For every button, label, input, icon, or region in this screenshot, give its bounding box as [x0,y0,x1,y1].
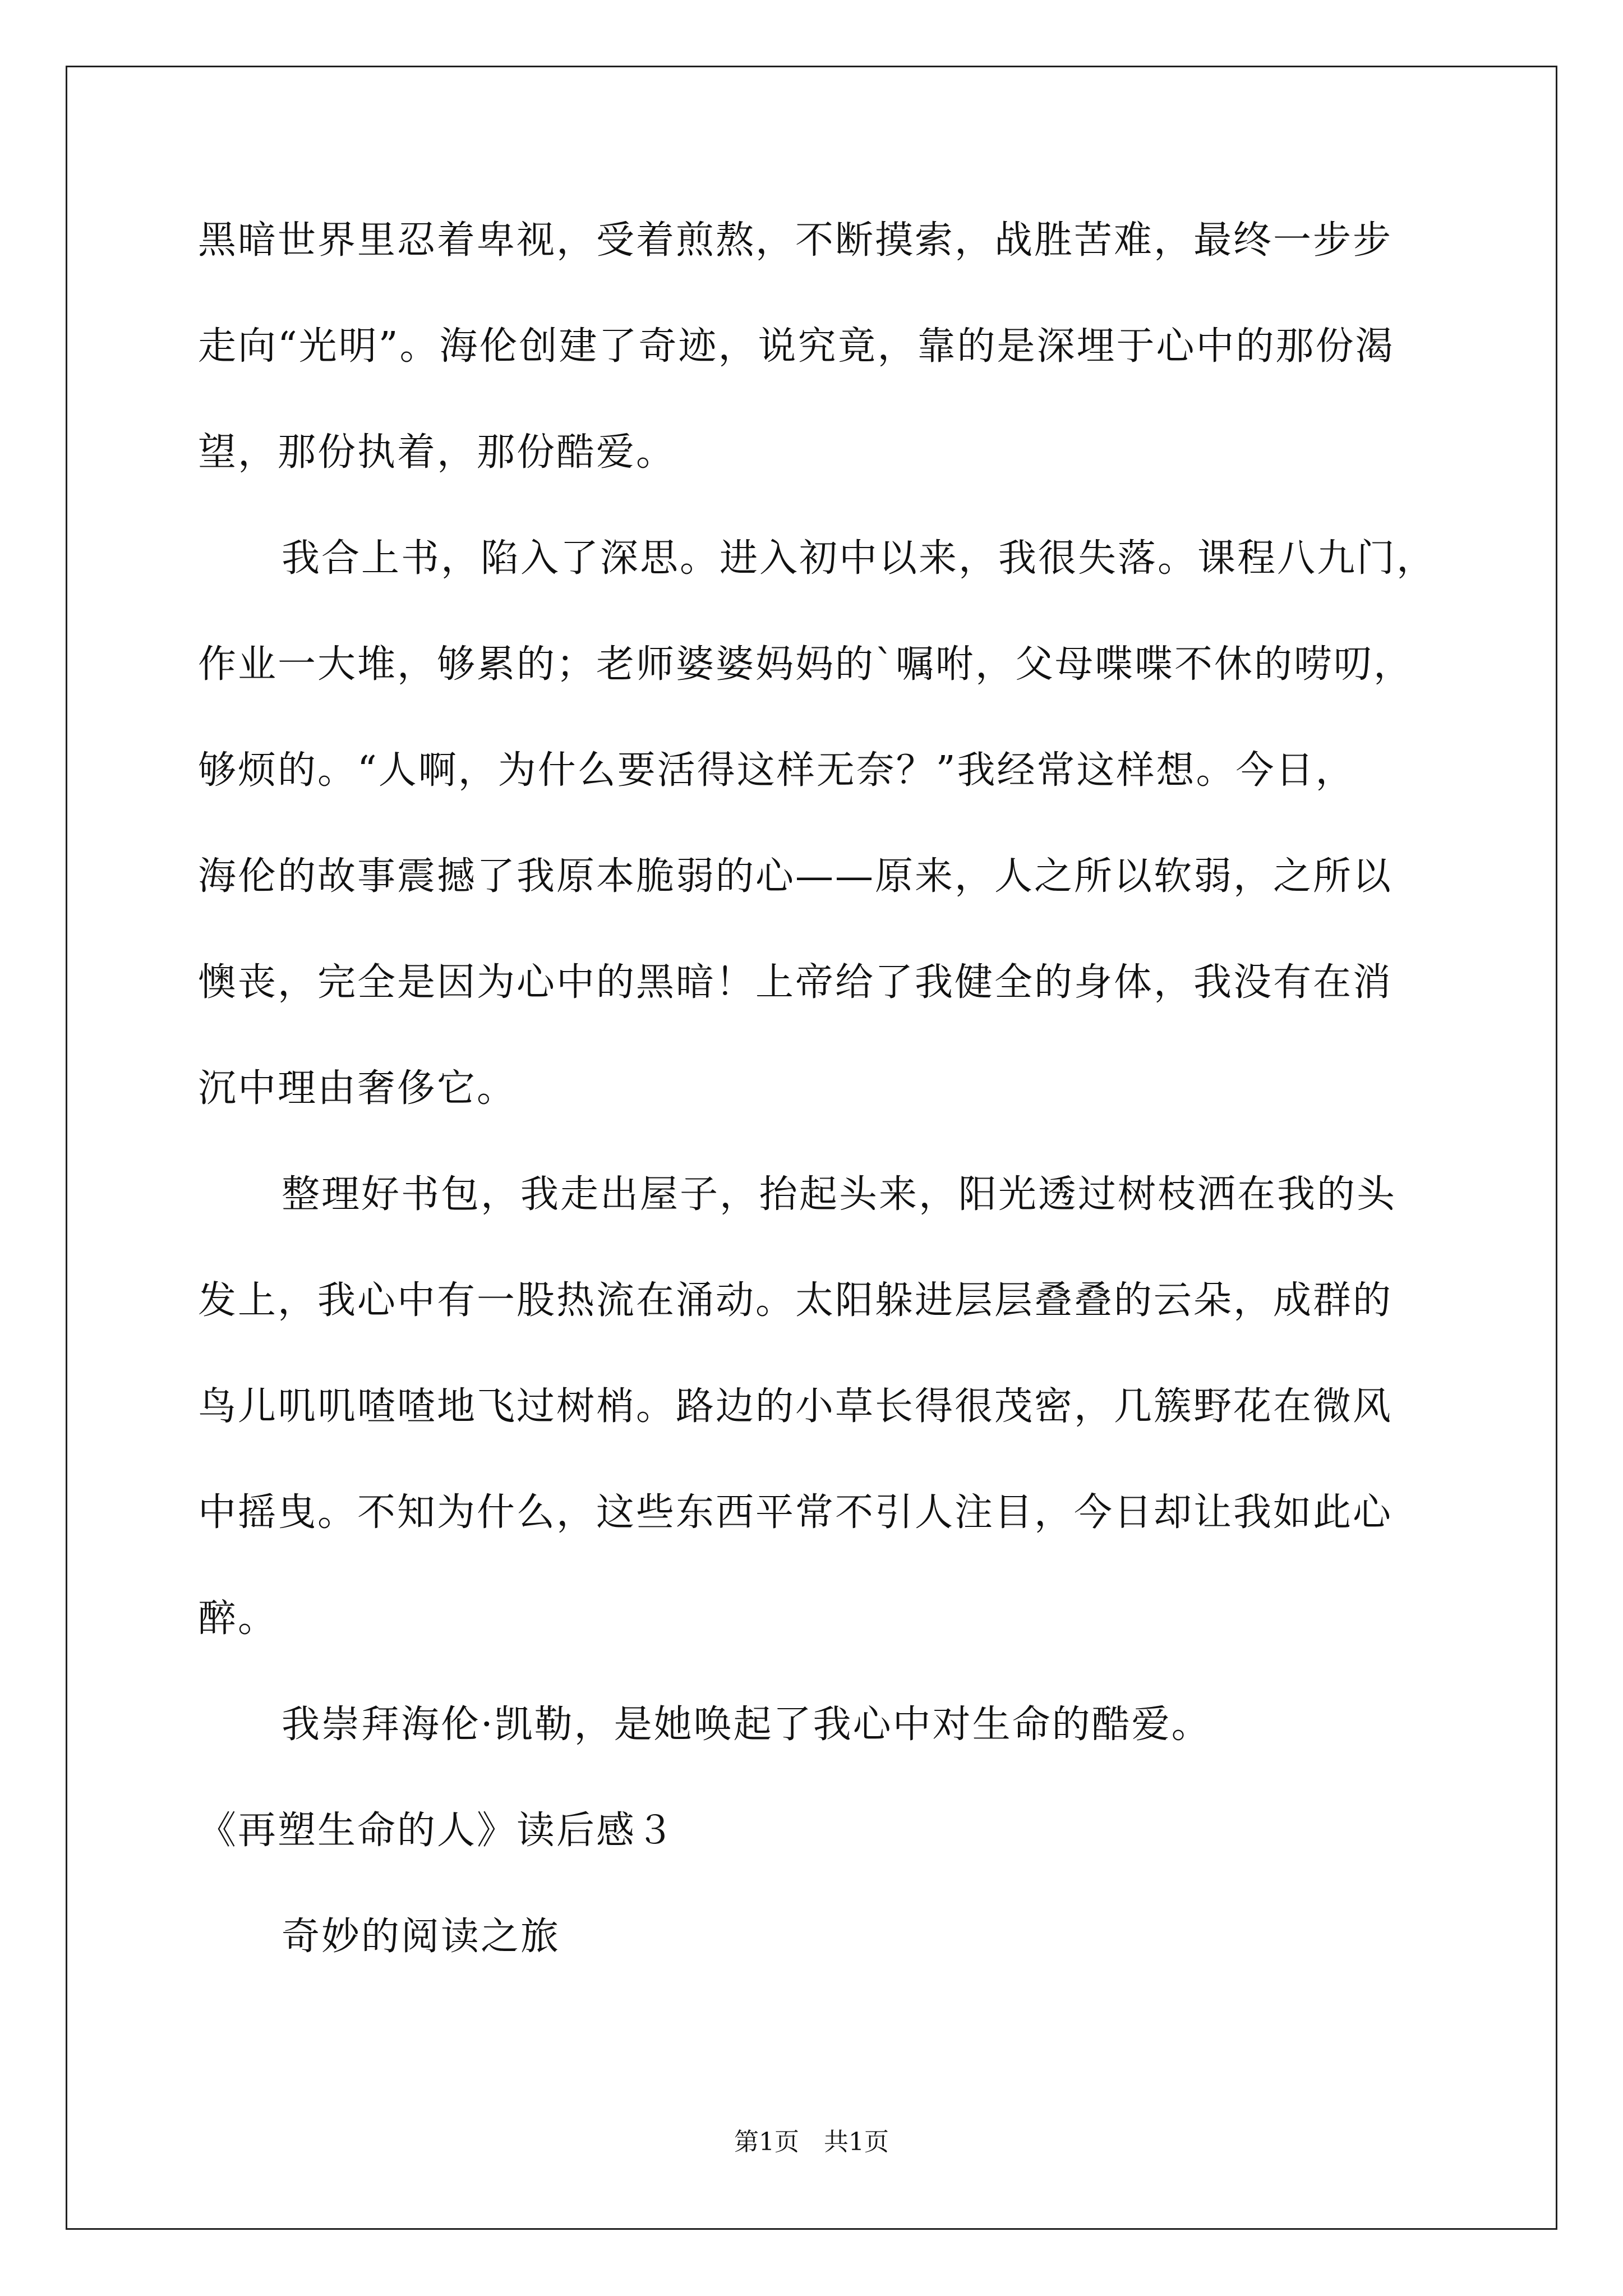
document-body [198,218,1437,2024]
text-line: 懊丧，完全是因为心中的黑暗！上帝给了我健全的身体，我没有在消 [198,960,1393,1005]
text-line: 作业一大堆，够累的；老师婆婆妈妈的`嘱咐，父母喋喋不休的唠叨， [198,642,1414,687]
text-line: 发上，我心中有一股热流在涌动。太阳躲进层层叠叠的云朵，成群的 [198,1278,1393,1323]
text-line: 醉。 [198,1596,278,1641]
text-line: 走向“光明”。海伦创建了奇迹，说究竟，靠的是深埋于心中的那份渴 [198,324,1395,369]
text-line: 望，那份执着，那份酷爱。 [198,430,676,475]
section-title: 《再塑生命的人》读后感３ [198,1809,676,1853]
text-line: 黑暗世界里忍着卑视，受着煎熬，不断摸索，战胜苦难，最终一步步 [198,218,1393,263]
paragraph-start-line: 我崇拜海伦·凯勒，是她唤起了我心中对生命的酷爱。 [282,1703,1211,1747]
text-line: 海伦的故事震撼了我原本脆弱的心——原来，人之所以软弱，之所以 [198,854,1393,899]
article-subtitle: 奇妙的阅读之旅 [282,1915,561,1959]
text-line: 够烦的。“人啊，为什么要活得这样无奈？”我经常这样想。今日， [198,748,1355,793]
text-line: 中摇曳。不知为什么，这些东西平常不引人注目，今日却让我如此心 [198,1490,1393,1535]
text-line: 沉中理由奢侈它。 [198,1066,517,1111]
page-number-footer: 第1页 共1页 [734,2128,889,2156]
paragraph-start-line: 我合上书，陷入了深思。进入初中以来，我很失落。课程八九门， [282,536,1437,581]
paragraph-start-line: 整理好书包，我走出屋子，抬起头来，阳光透过树枝洒在我的头 [282,1172,1397,1217]
text-line: 鸟儿叽叽喳喳地飞过树梢。路边的小草长得很茂密，几簇野花在微风 [198,1384,1393,1429]
